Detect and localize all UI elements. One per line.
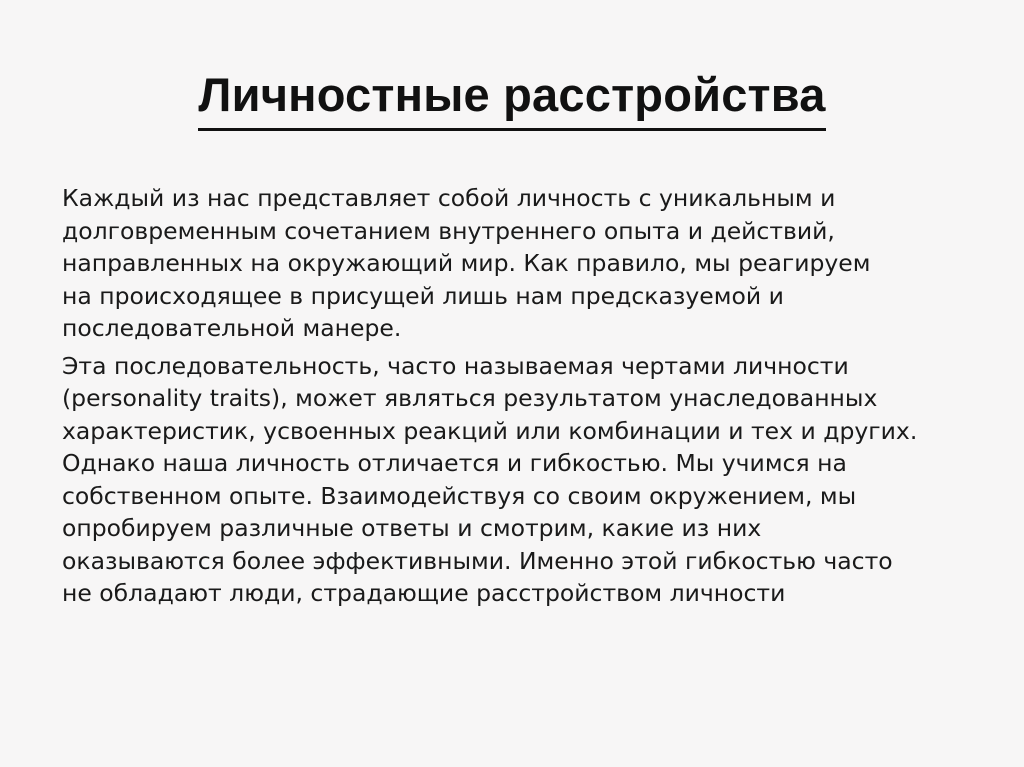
title-container	[0, 62, 1024, 131]
slide-title: Личностные расстройства	[198, 62, 825, 131]
paragraph-1: Каждый из нас представляет собой личность с уникальным и долговременным сочетанием внутреннего опыта и действий, направленных на окружающий мир. Как правило, мы реагируем на происходящее в присущей лишь нам предсказуемой и последовательной манере.	[62, 184, 871, 342]
paragraph-2: Эта последовательность, часто называемая чертами личности (personality traits), может являться результатом унаследованных характеристик, усвоенных реакций или комбинации и тех и других. Однако наша личность отличается и гибкостью. Мы учимся на собственном опыте. Взаимодействуя со своим окружением, мы опробируем различные ответы и смотрим, какие из них оказываются более эффективными. Именно этой гибкостью часто не обладают люди, страдающие расстройством личности	[62, 351, 918, 607]
slide-body	[62, 182, 982, 615]
